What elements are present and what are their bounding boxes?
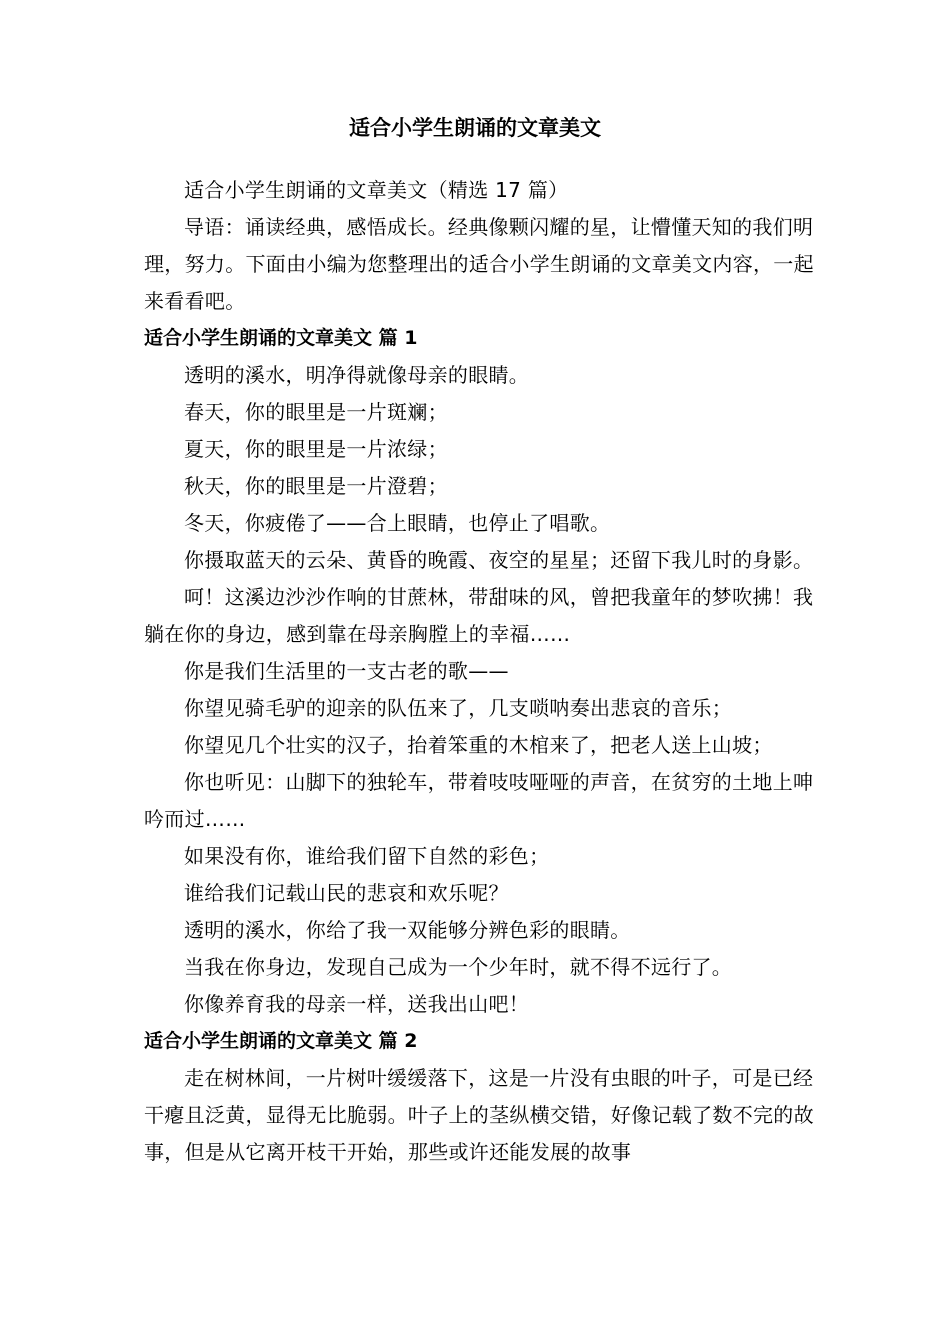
paragraph: 冬天，你疲倦了——合上眼睛，也停止了唱歌。 bbox=[184, 511, 611, 535]
paragraph: 你望见骑毛驴的迎亲的队伍来了，几支唢呐奏出悲哀的音乐； bbox=[184, 696, 733, 720]
paragraph: 春天，你的眼里是一片斑斓； bbox=[184, 400, 448, 424]
paragraph: 你摄取蓝天的云朵、黄昏的晚霞、夜空的星星；还留下我儿时的身影。 bbox=[184, 548, 814, 572]
paragraph: 透明的溪水，明净得就像母亲的眼睛。 bbox=[184, 363, 530, 387]
paragraph: 你是我们生活里的一支古老的歌—— bbox=[184, 659, 509, 683]
paragraph: 透明的溪水，你给了我一双能够分辨色彩的眼睛。 bbox=[184, 918, 631, 942]
paragraph: 你望见几个壮实的汉子，抬着笨重的木棺来了，把老人送上山坡； bbox=[184, 733, 773, 757]
section-1-heading: 适合小学生朗诵的文章美文 篇 1 bbox=[144, 327, 418, 349]
paragraph: 夏天，你的眼里是一片浓绿； bbox=[184, 437, 448, 461]
paragraph: 走在树林间，一片树叶缓缓落下，这是一片没有虫眼的叶子，可是已经干瘪且泛黄，显得无比脆弱。叶子上的茎纵横交错，好像记载了数不完的故事，但是从它离开枝干开始，那些或许还能发展的故事 bbox=[144, 1066, 814, 1164]
paragraph: 谁给我们记载山民的悲哀和欢乐呢？ bbox=[184, 881, 509, 905]
section-2-heading: 适合小学生朗诵的文章美文 篇 2 bbox=[144, 1030, 418, 1052]
paragraph: 当我在你身边，发现自己成为一个少年时，就不得不远行了。 bbox=[184, 955, 733, 979]
document-title: 适合小学生朗诵的文章美文 bbox=[349, 116, 601, 140]
paragraph: 秋天，你的眼里是一片澄碧； bbox=[184, 474, 448, 498]
document-body bbox=[144, 172, 814, 1171]
intro-paragraph: 导语：诵读经典，感悟成长。经典像颗闪耀的星，让懵懂天知的我们明理，努力。下面由小编为您整理出的适合小学生朗诵的文章美文内容，一起来看看吧。 bbox=[144, 215, 814, 313]
paragraph: 如果没有你，谁给我们留下自然的彩色； bbox=[184, 844, 550, 868]
paragraph: 你也听见：山脚下的独轮车，带着吱吱哑哑的声音，在贫穷的土地上呻吟而过…… bbox=[144, 770, 814, 831]
document-subtitle: 适合小学生朗诵的文章美文（精选 17 篇） bbox=[184, 178, 569, 202]
paragraph: 呵！这溪边沙沙作响的甘蔗林，带甜味的风，曾把我童年的梦吹拂！我躺在你的身边，感到靠在母亲胸膛上的幸福…… bbox=[144, 585, 814, 646]
paragraph: 你像养育我的母亲一样，送我出山吧！ bbox=[184, 992, 530, 1016]
